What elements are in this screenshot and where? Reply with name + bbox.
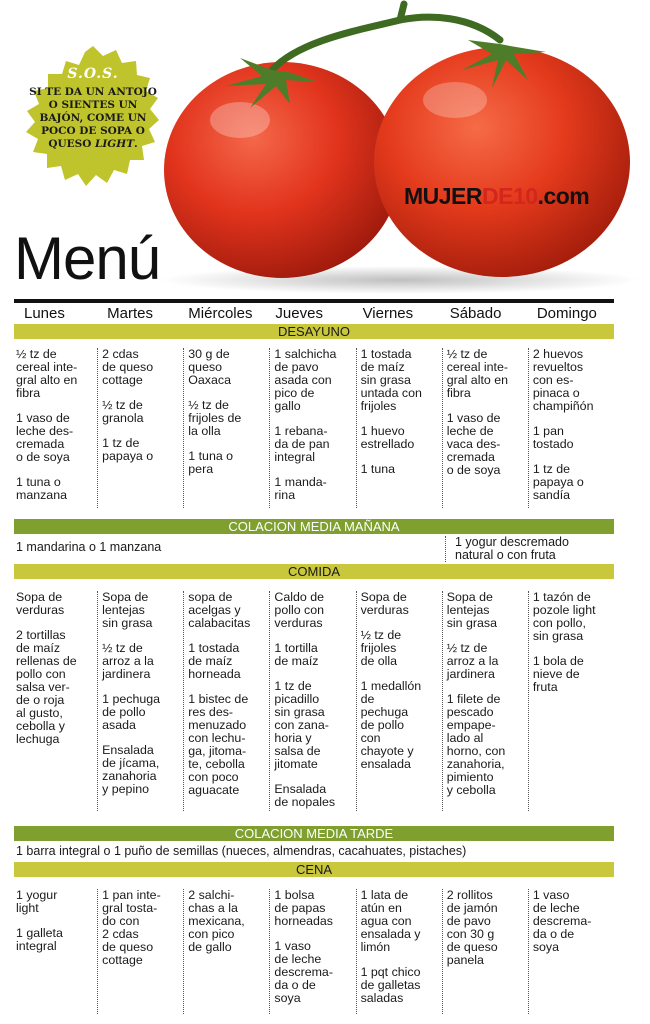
meal-item: 1 yogur light	[16, 888, 58, 915]
comida-day-0	[14, 591, 97, 811]
hero-banner	[0, 0, 650, 300]
brand-suffix: .com	[537, 183, 590, 209]
meal-item: 1 tazón de pozole light con pollo, sin grasa	[532, 590, 596, 643]
day-5: Sábado	[449, 305, 502, 322]
brand-prefix: MUJER	[404, 183, 483, 209]
meal-item: 1 tostada de maíz sin grasa untada con frijoles	[360, 347, 422, 413]
day-3: Jueves	[275, 305, 323, 322]
section-comida: COMIDA	[14, 564, 614, 579]
meal-item: 1 filete de pescado empape- lado al horno, con zanahoria, pimiento y cebolla	[446, 692, 506, 797]
meal-item: 1 salchicha de pavo asada con pico de gallo	[274, 347, 337, 413]
meal-item: 1 bistec de res des- menuzado con lechu- ga, jitoma- te, cebolla con poco aguacate	[188, 692, 249, 797]
left-tomato	[164, 62, 400, 278]
day-4: Viernes	[362, 305, 414, 322]
sos-note	[28, 66, 158, 151]
meal-item: 1 vaso de leche des- cremada o de soya	[16, 411, 74, 464]
meal-item: 1 tuna o manzana	[16, 475, 67, 502]
meal-item: sopa de acelgas y calabacitas	[188, 590, 251, 630]
sos-body-text: SI TE DA UN ANTOJO O SIENTES UN BAJÓN, COME UN POCO DE SOPA O QUESO	[29, 86, 157, 150]
meal-item: 1 vaso de leche descrema- da o de soya	[274, 939, 333, 1005]
cena-day-1	[97, 889, 183, 1014]
brand-accent: DE10	[482, 183, 538, 209]
meal-item: 1 tostada de maíz horneada	[188, 641, 241, 681]
colacion-manana-left: 1 mandarina o 1 manzana	[16, 540, 162, 554]
meal-item: 1 pan inte- gral tosta- do con 2 cdas de queso cottage	[102, 888, 161, 967]
comida-grid	[14, 591, 614, 811]
meal-item: ½ tz de cereal inte- gral alto en fibra	[446, 347, 509, 400]
meal-item: 1 bolsa de papas horneadas	[274, 888, 333, 928]
comida-day-4	[356, 591, 442, 811]
meal-item: 1 medallón de pechuga de pollo con chayote y ensalada	[360, 679, 422, 771]
meal-item: 1 tz de papaya o	[102, 436, 154, 463]
meal-item: 1 bola de nieve de fruta	[532, 654, 584, 694]
section-desayuno: DESAYUNO	[14, 324, 614, 339]
meal-item: 1 pan tostado	[532, 424, 574, 451]
meal-item: 2 rollitos de jamón de pavo con 30 g de queso panela	[446, 888, 498, 967]
sos-body-end: .	[134, 138, 138, 150]
right-tomato	[374, 47, 630, 277]
divider	[445, 536, 446, 562]
comida-day-2	[183, 591, 269, 811]
meal-item: 1 tuna o pera	[188, 449, 234, 476]
desayuno-day-3	[269, 348, 355, 508]
desayuno-day-4	[356, 348, 442, 508]
meal-item: 1 lata de atún en agua con ensalada y limón	[360, 888, 421, 954]
meal-item: 1 tz de picadillo sin grasa con zana- horia y salsa de jitomate	[274, 679, 329, 771]
desayuno-day-1	[97, 348, 183, 508]
comida-day-6	[528, 591, 614, 811]
cena-day-5	[442, 889, 528, 1014]
cena-day-2	[183, 889, 269, 1014]
comida-day-3	[269, 591, 355, 811]
sos-body-italic: LIGHT	[95, 138, 135, 150]
days-header	[14, 305, 614, 325]
desayuno-day-5	[442, 348, 528, 508]
meal-item: 1 rebana- da de pan integral	[274, 424, 330, 464]
meal-item: ½ tz de arroz a la jardinera	[446, 641, 499, 681]
colacion-tarde-text: 1 barra integral o 1 puño de semillas (nueces, almendras, cacahuates, pistaches)	[16, 844, 467, 858]
meal-item: 30 g de queso Oaxaca	[188, 347, 231, 387]
day-2: Miércoles	[188, 305, 253, 322]
meal-item: 1 galleta integral	[16, 926, 63, 953]
brand-logo	[404, 183, 589, 210]
meal-item: 1 vaso de leche de vaca des- cremada o de soya	[446, 411, 501, 477]
comida-day-1	[97, 591, 183, 811]
meal-item: 1 manda- rina	[274, 475, 327, 502]
meal-item: 1 tuna	[360, 462, 396, 476]
day-6: Domingo	[536, 305, 597, 322]
meal-item: ½ tz de frijoles de la olla	[188, 398, 242, 438]
meal-item: 1 pechuga de pollo asada	[102, 692, 161, 732]
meal-item: 2 huevos revueltos con es- pinaca o champiñón	[532, 347, 594, 413]
meal-item: 2 salchi- chas a la mexicana, con pico de gallo	[188, 888, 245, 954]
comida-day-5	[442, 591, 528, 811]
section-colacion-manana: COLACION MEDIA MAÑANA	[14, 519, 614, 534]
desayuno-day-6	[528, 348, 614, 508]
meal-item: 2 cdas de queso cottage	[102, 347, 154, 387]
meal-item: 1 huevo estrellado	[360, 424, 415, 451]
meal-item: Sopa de verduras	[16, 590, 65, 617]
meal-item: ½ tz de granola	[102, 398, 144, 425]
cena-day-6	[528, 889, 614, 1014]
desayuno-day-0	[14, 348, 97, 508]
meal-item: Caldo de pollo con verduras	[274, 590, 325, 630]
divider	[14, 299, 614, 303]
meal-item: 1 tz de papaya o sandía	[532, 462, 584, 502]
section-cena: CENA	[14, 862, 614, 877]
page-title: Menú	[14, 225, 161, 292]
meal-item: 2 tortillas de maíz rellenas de pollo con salsa ver- de o roja al gusto, cebolla y lechuga	[16, 628, 77, 746]
day-1: Martes	[107, 305, 153, 322]
section-colacion-tarde: COLACION MEDIA TARDE	[14, 826, 614, 841]
day-0: Lunes	[24, 305, 65, 322]
meal-item: Ensalada de nopales	[274, 782, 336, 809]
cena-grid	[14, 889, 614, 1014]
cena-day-3	[269, 889, 355, 1014]
sos-title: S.O.S.	[67, 66, 119, 82]
meal-item: Ensalada de jícama, zanahoria y pepino	[102, 743, 160, 796]
desayuno-grid	[14, 348, 614, 508]
meal-item: 1 vaso de leche descrema- da o de soya	[532, 888, 592, 954]
meal-item: ½ tz de arroz a la jardinera	[102, 641, 154, 681]
meal-item: 1 tortilla de maíz	[274, 641, 319, 668]
meal-item: Sopa de lentejas sin grasa	[102, 590, 153, 630]
cena-day-0	[14, 889, 97, 1014]
cena-day-4	[356, 889, 442, 1014]
desayuno-day-2	[183, 348, 269, 508]
sos-body	[28, 86, 158, 151]
meal-item: Sopa de lentejas sin grasa	[446, 590, 497, 630]
meal-item: ½ tz de cereal inte- gral alto en fibra	[16, 347, 78, 400]
meal-item: 1 pqt chico de galletas saladas	[360, 965, 421, 1005]
meal-item: Sopa de verduras	[360, 590, 409, 617]
colacion-manana-right: 1 yogur descremado natural o con fruta	[455, 535, 569, 562]
meal-item: ½ tz de frijoles de olla	[360, 628, 402, 668]
